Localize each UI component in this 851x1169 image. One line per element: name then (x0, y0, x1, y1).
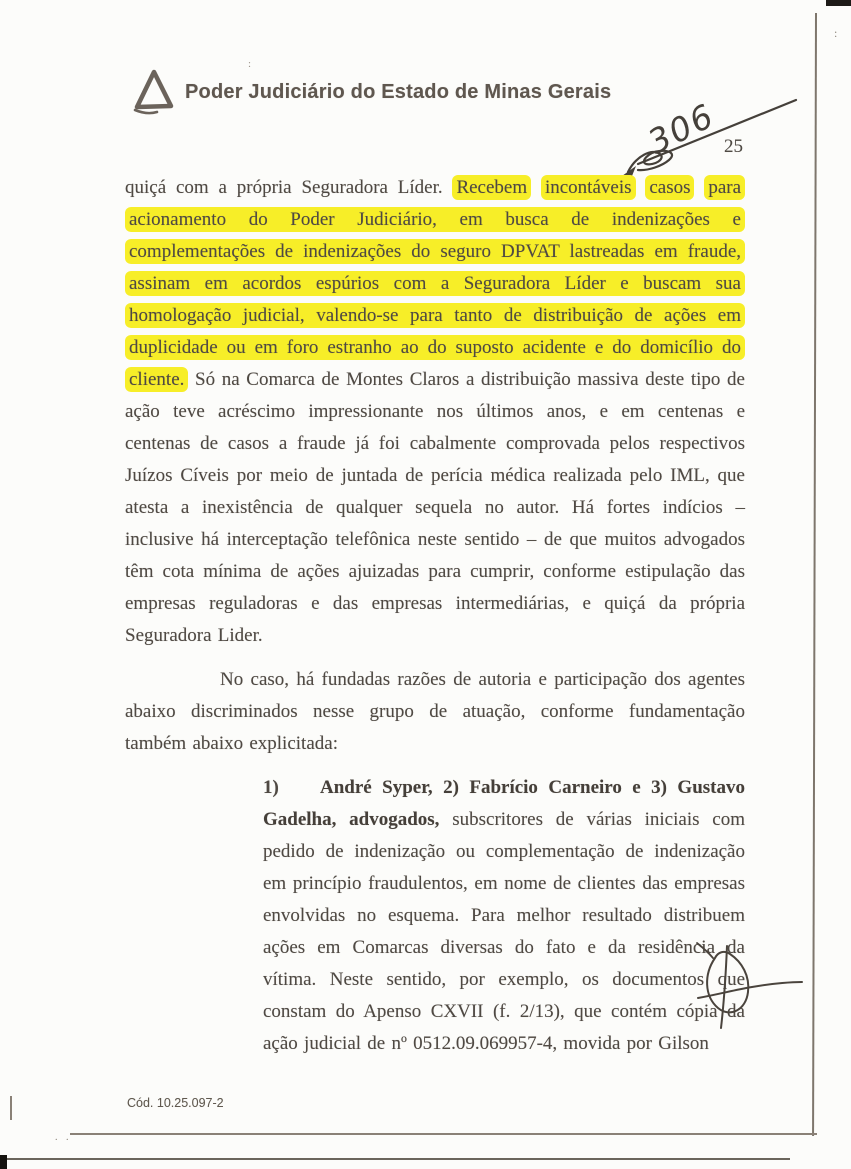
document-header (127, 66, 611, 118)
list-item-text (263, 777, 745, 1054)
scan-edge-left-tick (10, 1096, 12, 1120)
next-page-corner-blob (0, 1155, 7, 1169)
text-segment: quiçá com a própria Seguradora Líder. (125, 177, 453, 198)
footer-document-code: Cód. 10.25.097-2 (127, 1096, 224, 1110)
scan-edge-dots: . . (55, 1132, 72, 1143)
next-page-edge (4, 1158, 790, 1160)
tjmg-triangle-logo (127, 66, 179, 118)
highlighted-text: para acionamento do Poder Judiciário, em busca de indenizações e complementações de indenizações do seguro DPVAT lastreadas em fraude, assinam em acordos espúrios com a Seguradora Líder e buscam sua homologação judicial, valendo-se para tanto de distribuição de ações em duplicidade ou em foro estranho ao do suposto acidente e do domicílio do cliente. (125, 175, 745, 392)
text-segment: Só na Comarca de Montes Claros a distribuição massiva deste tipo de ação teve acréscimo impressionante nos últimos anos, e em centenas e centenas de casos a fraude já foi cabalmente comprovada pelos respectivos Juízos Cíveis por meio de juntada de perícia médica realizada pelo IML, que atesta a inexistência de qualquer sequela no autor. Há fortes indícios – inclusive há interceptação telefônica neste sentido – de que muitos advogados têm cota mínima de ações ajuizadas para cumprir, conforme estipulação das empresas reguladoras e das empresas intermediárias, e quiçá da própria Seguradora Lider. (125, 369, 745, 646)
org-name: Poder Judiciário do Estado de Minas Gerais (185, 80, 612, 103)
numbered-list-item (263, 772, 745, 1060)
scan-corner-mark (826, 0, 851, 6)
handwritten-folio-number: 306 (641, 95, 721, 162)
scan-speck: : (834, 26, 838, 40)
paragraph-continuation (125, 172, 745, 652)
text-segment: subscritores de várias iniciais com pedido de indenização ou complementação de indenização em princípio fraudulentos, em nome de clientes das empresas envolvidas no esquema. Para melhor resultado distribuem ações em Comarcas diversas do fato e da residência da vítima. Neste sentido, por exemplo, os documentos que constam do Apenso CXVII (f. 2/13), que contém cópia da ação judicial de nº 0512.09.069957-4, movida por Gilson (263, 809, 745, 1054)
highlighted-text: Recebem (452, 175, 531, 200)
signature-scribble (690, 940, 825, 1035)
text-segment (694, 177, 704, 198)
text-segment (636, 177, 646, 198)
bold-text: André Syper, 2) Fabrício Carneiro e 3) Gustavo Gadelha, advogados, (263, 777, 745, 830)
scan-edge-bottom (70, 1133, 817, 1135)
document-body (125, 172, 745, 1060)
paragraph: No caso, há fundadas razões de autoria e participação dos agentes abaixo discriminados nesse grupo de atuação, conforme fundamentação também abaixo explicitada: (125, 669, 745, 754)
highlighted-text: casos (645, 175, 694, 200)
page-number: 25 (724, 136, 743, 157)
text-segment (531, 177, 541, 198)
list-marker: 1) (263, 777, 279, 798)
highlighted-text: incontáveis (541, 175, 636, 200)
scan-speck: : (248, 58, 252, 70)
